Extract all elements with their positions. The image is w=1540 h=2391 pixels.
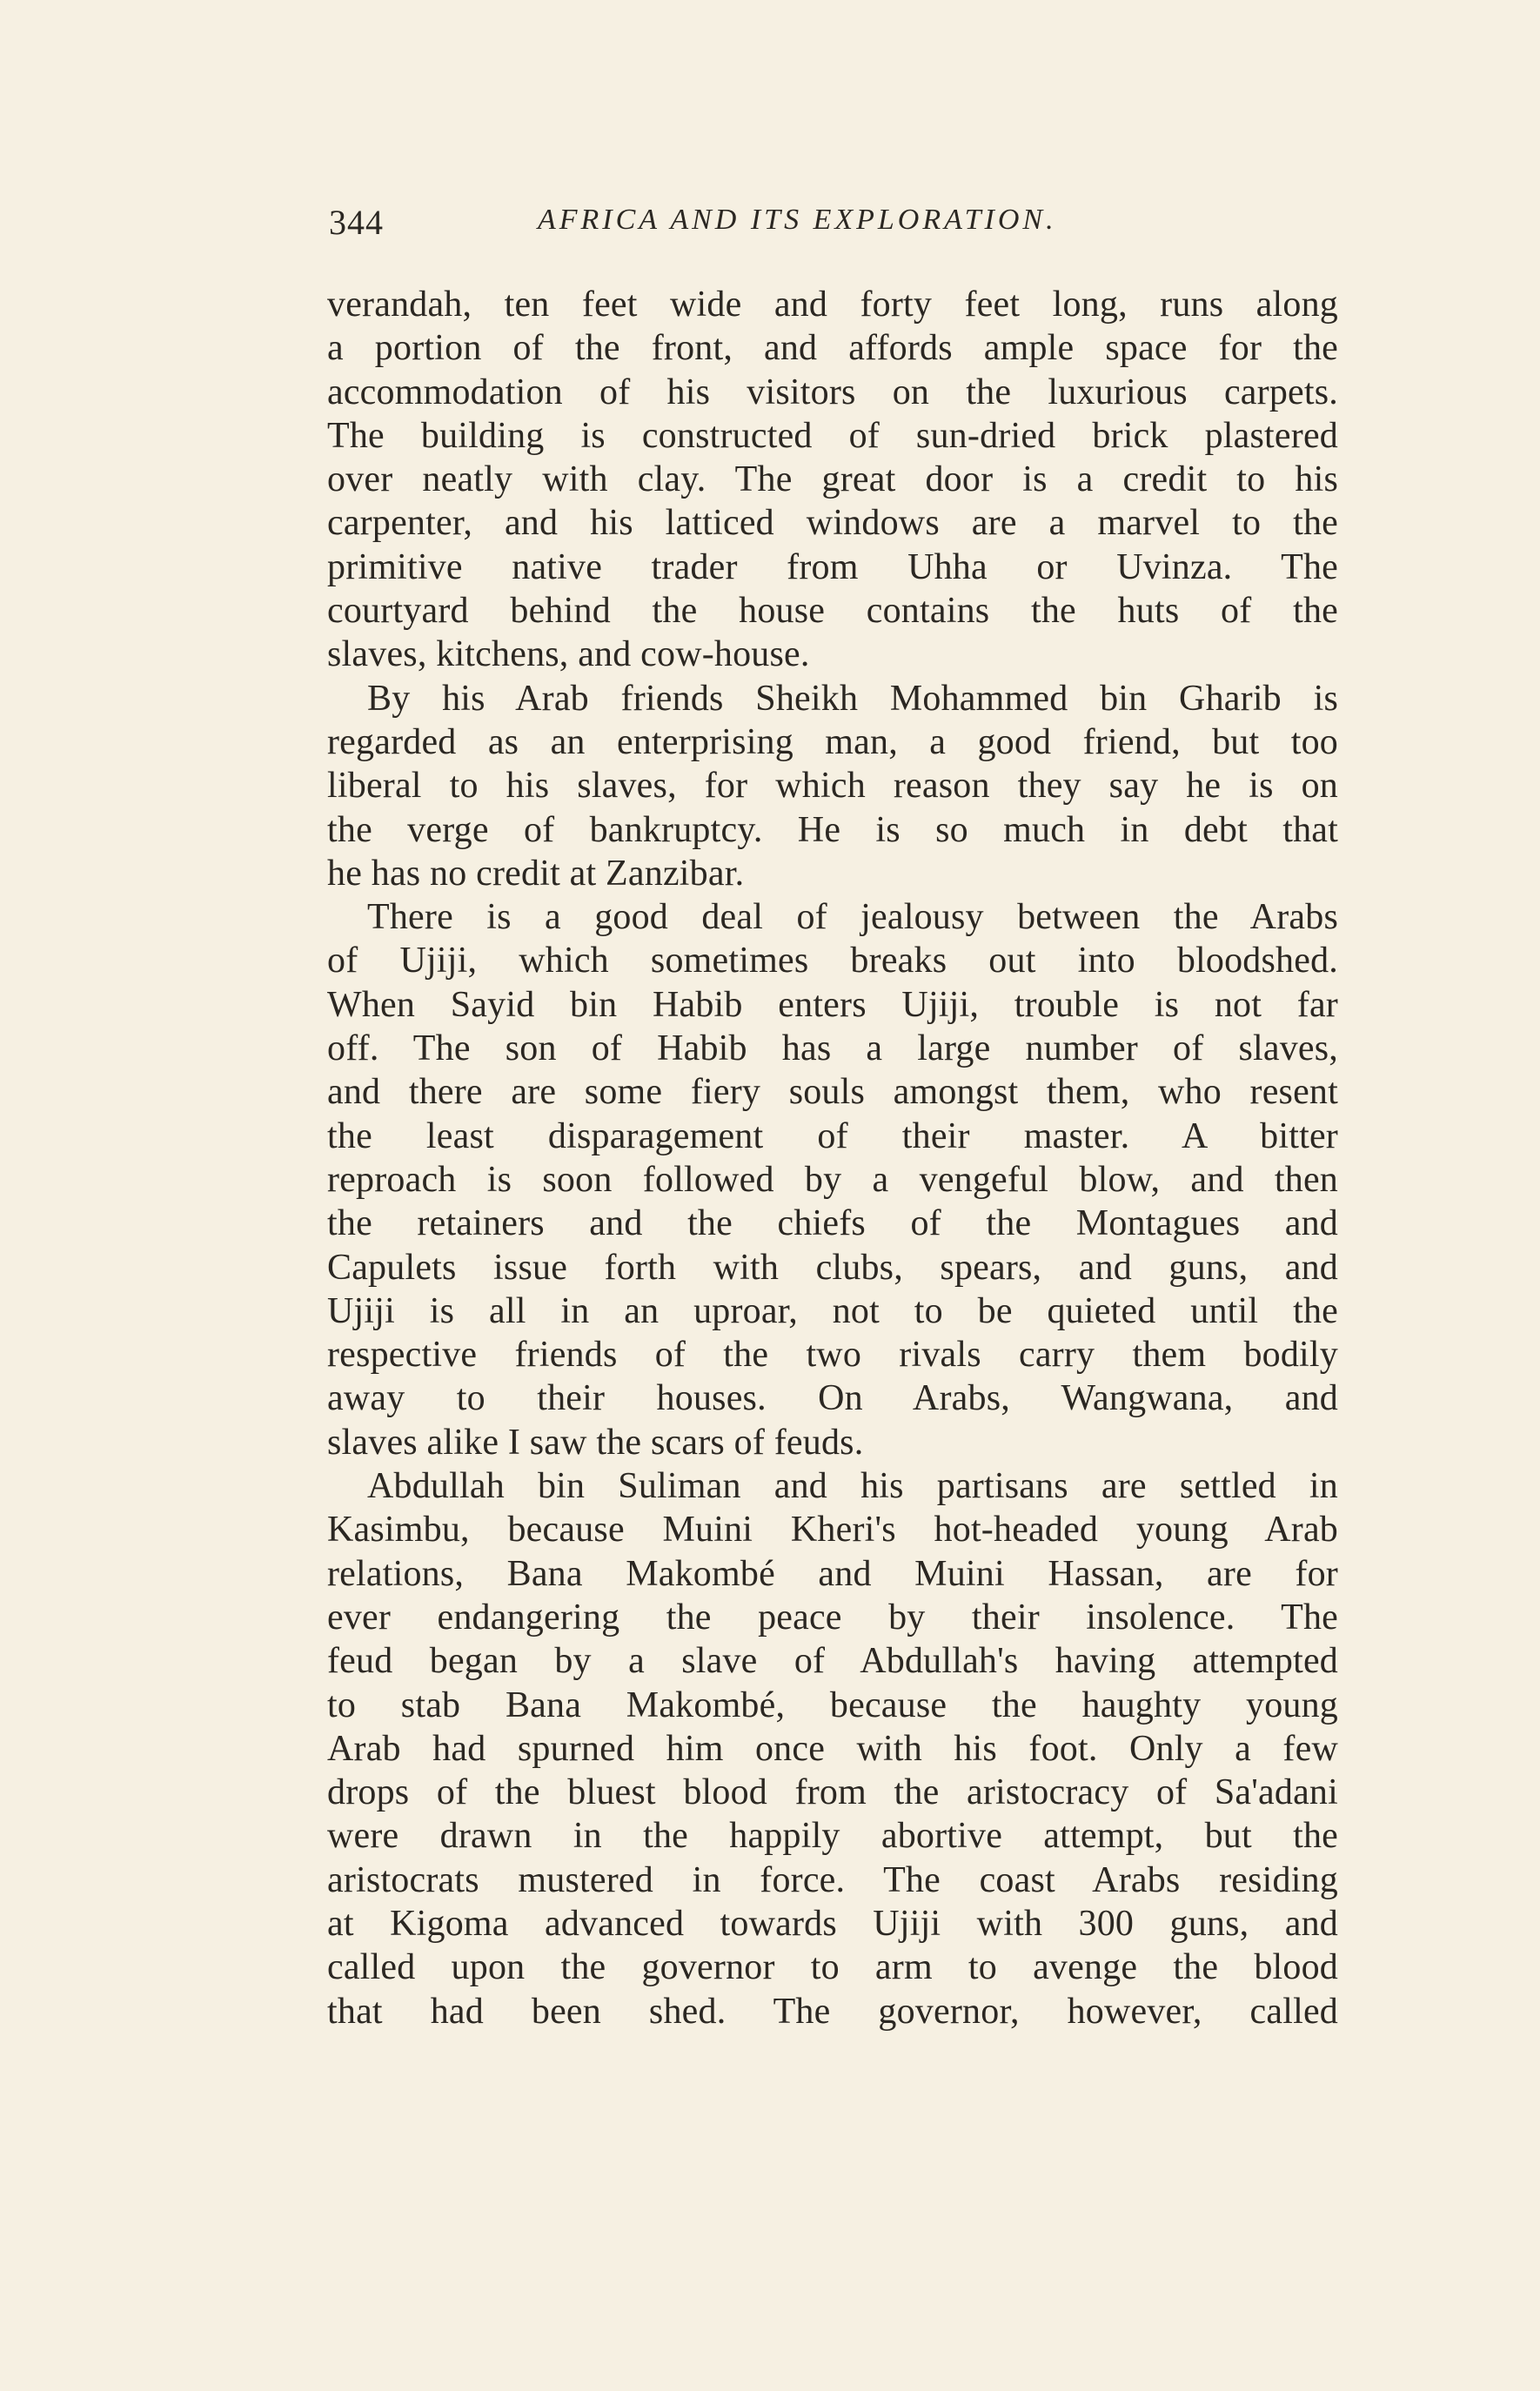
text-line: relations, Bana Makombé and Muini Hassan, are for [327, 1553, 1338, 1594]
text-line: over neatly with clay. The great door is a credit to his [327, 459, 1338, 500]
text-line: of Ujiji, which sometimes breaks out into bloodshed. [327, 941, 1338, 981]
text-line: By his Arab friends Sheikh Mohammed bin Gharib is [367, 678, 1338, 719]
text-line: slaves alike I saw the scars of feuds. [327, 1422, 864, 1463]
text-line: called upon the governor to arm to avenge the blood [327, 1947, 1338, 1988]
paragraph [327, 895, 1338, 1464]
text-line: were drawn in the happily abortive attempt, but the [327, 1816, 1338, 1857]
paragraph [327, 1464, 1338, 2033]
text-line: Ujiji is all in an uproar, not to be quieted until the [327, 1290, 1338, 1331]
text-line: carpenter, and his latticed windows are a marvel to the [327, 503, 1338, 544]
text-line: at Kigoma advanced towards Ujiji with 300 guns, and [327, 1903, 1338, 1944]
text-line: feud began by a slave of Abdullah's having attempted [327, 1641, 1338, 1682]
page-number: 344 [329, 203, 384, 242]
text-line: Capulets issue forth with clubs, spears, and guns, and [327, 1247, 1338, 1288]
text-line: The building is constructed of sun-dried brick plastered [327, 415, 1338, 456]
text-line: reproach is soon followed by a vengeful blow, and then [327, 1159, 1338, 1200]
text-line: slaves, kitchens, and cow-house. [327, 634, 810, 675]
text-line: to stab Bana Makombé, because the haughty young [327, 1684, 1338, 1725]
text-line: liberal to his slaves, for which reason they say he is on [327, 766, 1338, 807]
text-line: courtyard behind the house contains the huts of the [327, 591, 1338, 632]
text-line: Arab had spurned him once with his foot. Only a few [327, 1728, 1338, 1769]
text-line: respective friends of the two rivals carry them bodily [327, 1335, 1338, 1376]
text-line: primitive native trader from Uhha or Uvinza. The [327, 546, 1338, 587]
body-text [327, 283, 1338, 2033]
paragraph [327, 677, 1338, 895]
text-line: verandah, ten feet wide and forty feet long, runs along [327, 285, 1338, 325]
paragraph [327, 283, 1338, 677]
text-line: off. The son of Habib has a large number of slaves, [327, 1028, 1338, 1069]
text-line: aristocrats mustered in force. The coast Arabs residing [327, 1859, 1338, 1900]
text-line: and there are some fiery souls amongst them, who resent [327, 1072, 1338, 1113]
running-title: AFRICA AND ITS EXPLORATION. [538, 204, 1057, 236]
text-line: away to their houses. On Arabs, Wangwana, and [327, 1378, 1338, 1419]
text-line: a portion of the front, and affords ample space for the [327, 328, 1338, 369]
text-line: regarded as an enterprising man, a good friend, but too [327, 721, 1338, 762]
text-line: the verge of bankruptcy. He is so much in debt that [327, 809, 1338, 850]
text-line: drops of the bluest blood from the aristocracy of Sa'adani [327, 1772, 1338, 1813]
text-line: that had been shed. The governor, however, called [327, 1991, 1338, 2032]
text-line: ever endangering the peace by their insolence. The [327, 1597, 1338, 1638]
text-line: accommodation of his visitors on the luxurious carpets. [327, 372, 1338, 412]
text-line: Abdullah bin Suliman and his partisans are settled in [367, 1466, 1338, 1507]
text-line: There is a good deal of jealousy between the Arabs [367, 897, 1338, 938]
running-head [329, 202, 1155, 254]
text-line: Kasimbu, because Muini Kheri's hot-headed young Arab [327, 1510, 1338, 1550]
text-line: When Sayid bin Habib enters Ujiji, trouble is not far [327, 984, 1338, 1025]
text-line: the least disparagement of their master. A bitter [327, 1115, 1338, 1156]
text-line: he has no credit at Zanzibar. [327, 853, 745, 894]
text-line: the retainers and the chiefs of the Montagues and [327, 1203, 1338, 1244]
